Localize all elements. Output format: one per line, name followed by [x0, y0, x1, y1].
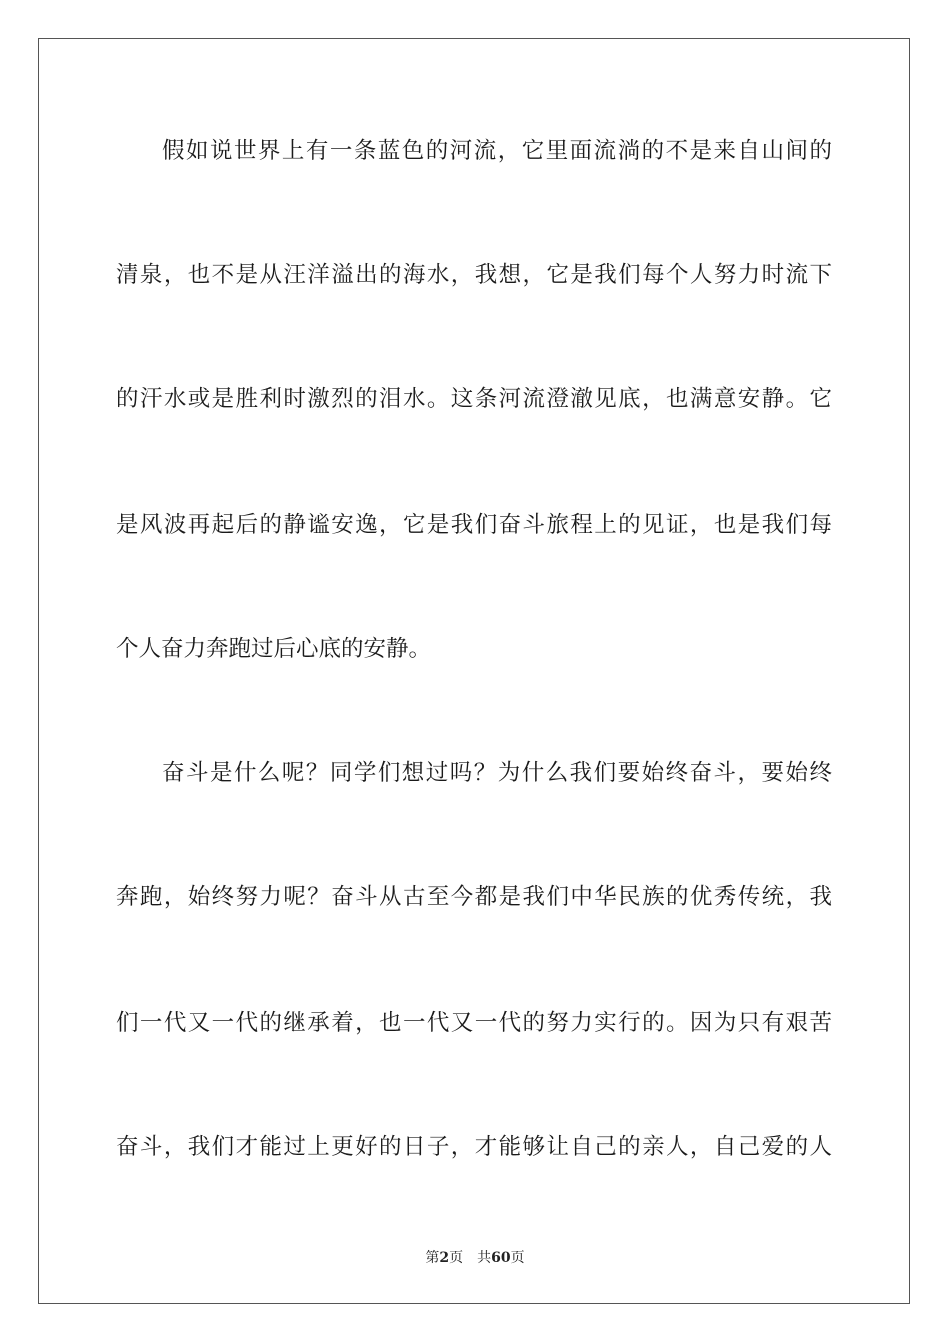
paragraph-1-line-1: 假如说世界上有一条蓝色的河流，它里面流淌的不是来自山间的 [162, 138, 832, 164]
total-label-suffix: 页 [510, 1250, 525, 1266]
paragraph-1-line-5: 个人奋力奔跑过后心底的安静。 [116, 636, 432, 662]
total-pages: 60 [491, 1250, 511, 1266]
paragraph-2-line-1: 奋斗是什么呢？同学们想过吗？为什么我们要始终奋斗，要始终 [162, 760, 832, 786]
paragraph-2-line-3: 们一代又一代的继承着，也一代又一代的努力实行的。因为只有艰苦 [116, 1010, 832, 1036]
page-number: 2 [439, 1250, 450, 1266]
page-label-prefix: 第 [425, 1250, 440, 1266]
page-footer [0, 1247, 950, 1267]
page-border [38, 38, 910, 1304]
paragraph-1-line-3: 的汗水或是胜利时激烈的泪水。这条河流澄澈见底，也满意安静。它 [116, 386, 832, 412]
paragraph-2-line-2: 奔跑，始终努力呢？奋斗从古至今都是我们中华民族的优秀传统，我 [116, 884, 832, 910]
paragraph-2-line-4: 奋斗，我们才能过上更好的日子，才能够让自己的亲人，自己爱的人 [116, 1134, 832, 1160]
page-label-suffix: 页 [449, 1250, 464, 1266]
total-label-prefix: 共 [477, 1250, 492, 1266]
paragraph-1-line-4: 是风波再起后的静谧安逸，它是我们奋斗旅程上的见证，也是我们每 [116, 512, 832, 538]
paragraph-1-line-2: 清泉，也不是从汪洋溢出的海水，我想，它是我们每个人努力时流下 [116, 262, 832, 288]
